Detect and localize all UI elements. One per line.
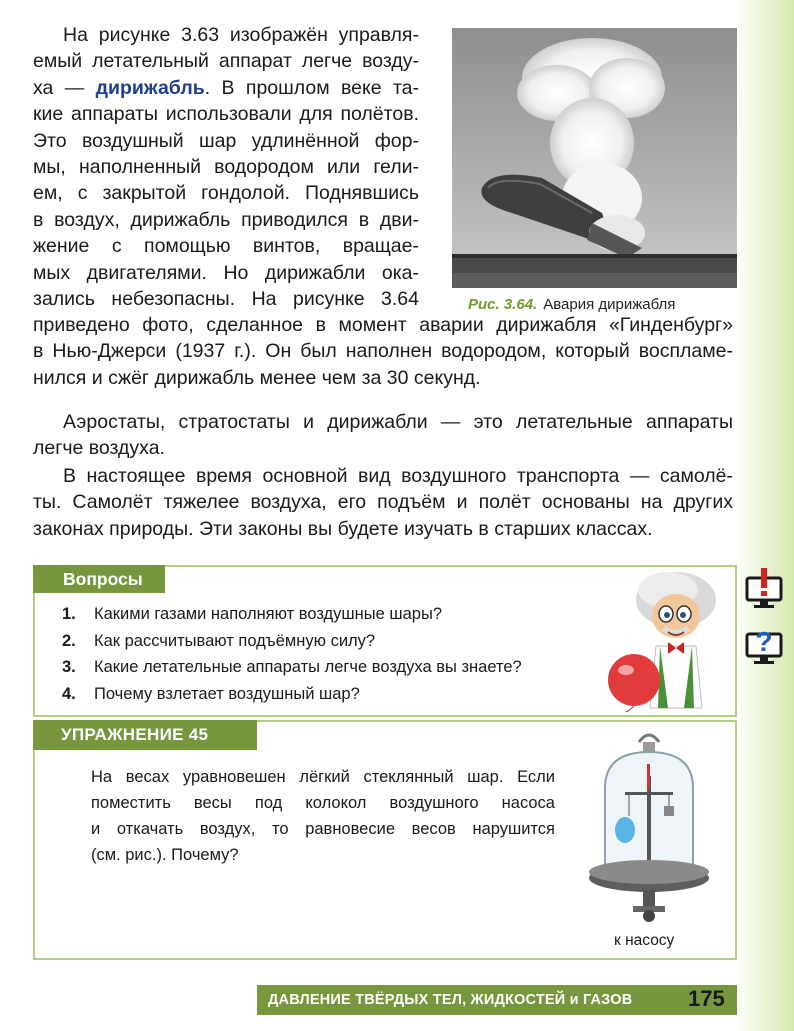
chapter-title: ДАВЛЕНИЕ ТВЁРДЫХ ТЕЛ, ЖИДКОСТЕЙ и ГАЗОВ [268,992,633,1008]
text-line: жение с помощью винтов, вращае- [33,235,419,258]
exercise-tab [33,720,257,750]
question-number: 4. [62,684,76,703]
text-line: в воздух, дирижабль приводился в дви- [33,208,419,231]
airship-crash-photo [452,28,737,288]
questions-list [62,601,522,707]
scientist-mascot-illustration [598,568,730,713]
exercise-text [91,764,555,868]
text-line: приведено фото, сделанное в момент аварии дирижабля «Гинденбург» [33,314,733,336]
question-number: 1. [62,605,76,623]
paragraph-2 [33,409,733,462]
question-item [62,628,522,655]
text-line: ем, с закрытой гондолой. Поднявшись [33,182,419,205]
text-line: Аэростаты, стратостаты и дирижабли — это летательные аппараты [63,411,733,433]
figure-number: Рис. 3.64. [468,296,538,313]
exercise-title: УПРАЖНЕНИЕ 45 [61,725,209,744]
question-item [62,601,522,628]
figure-caption [468,296,675,313]
paragraph-1-narrow [33,22,419,312]
term-dirigible: дирижабль [95,76,205,99]
text-line: ха — дирижабль. В прошлом веке та- [33,76,420,99]
text-line: емый летательный аппарат легче возду- [33,50,419,73]
bell-jar-illustration [585,728,713,928]
figure-caption-text: Авария дирижабля [543,296,676,313]
question-text: Как рассчитывают подъёмную силу? [94,631,376,650]
svg-text:?: ? [755,626,773,657]
page-gutter [734,0,794,1031]
question-item [62,654,522,681]
question-text: Почему взлетает воздушный шар? [94,684,360,703]
text-line: В настоящее время основной вид воздушного транспорта — самолё- [63,465,733,487]
exercise-line: поместить весы под колокол воздушного насоса [91,794,555,812]
question-number: 2. [62,631,76,650]
exercise-line: На весах уравновешен лёгкий стеклянный шар. Если [91,768,555,786]
page-number: 175 [688,986,725,1011]
question-text: Какие летательные аппараты легче воздуха вы знаете? [94,658,522,676]
paragraph-3 [33,463,733,542]
text-line: мых двигателями. Но дирижабли ока- [33,261,419,284]
text-line: в Нью-Джерси (1937 г.). Он был наполнен водородом, который воспламе- [33,340,733,363]
question-monitor-icon [745,622,783,666]
text-line: На рисунке 3.63 изображён управля- [63,24,419,46]
exercise-line: (см. рис.). Почему? [91,846,239,864]
text-line: ты. Самолёт тяжелее воздуха, его подъём и полёт основаны на других [33,491,733,514]
important-monitor-icon [745,568,783,610]
text-line: легче воздуха. [33,437,165,460]
exercise-line: и откачать воздух, то равновесие весов нарушится [91,820,555,838]
text-line: законах природы. Эти законы вы будете изучать в старших классах. [33,517,653,540]
question-text: Какими газами наполняют воздушные шары? [94,605,443,623]
questions-title: Вопросы [63,569,143,589]
question-item [62,681,522,708]
questions-tab [33,565,165,593]
text-line: мы, наполненный водородом или гели- [33,156,419,179]
text-line: зались небезопасны. На рисунке 3.64 [33,288,419,311]
to-pump-label: к насосу [614,932,675,949]
question-number: 3. [62,658,76,676]
text-line: кие аппараты использовали для полётов. [33,103,419,126]
paragraph-1-wide [33,312,733,391]
text-line: нился и сжёг дирижабль менее чем за 30 секунд. [33,366,481,389]
text-line: Это воздушный шар удлинённой фор- [33,129,419,152]
